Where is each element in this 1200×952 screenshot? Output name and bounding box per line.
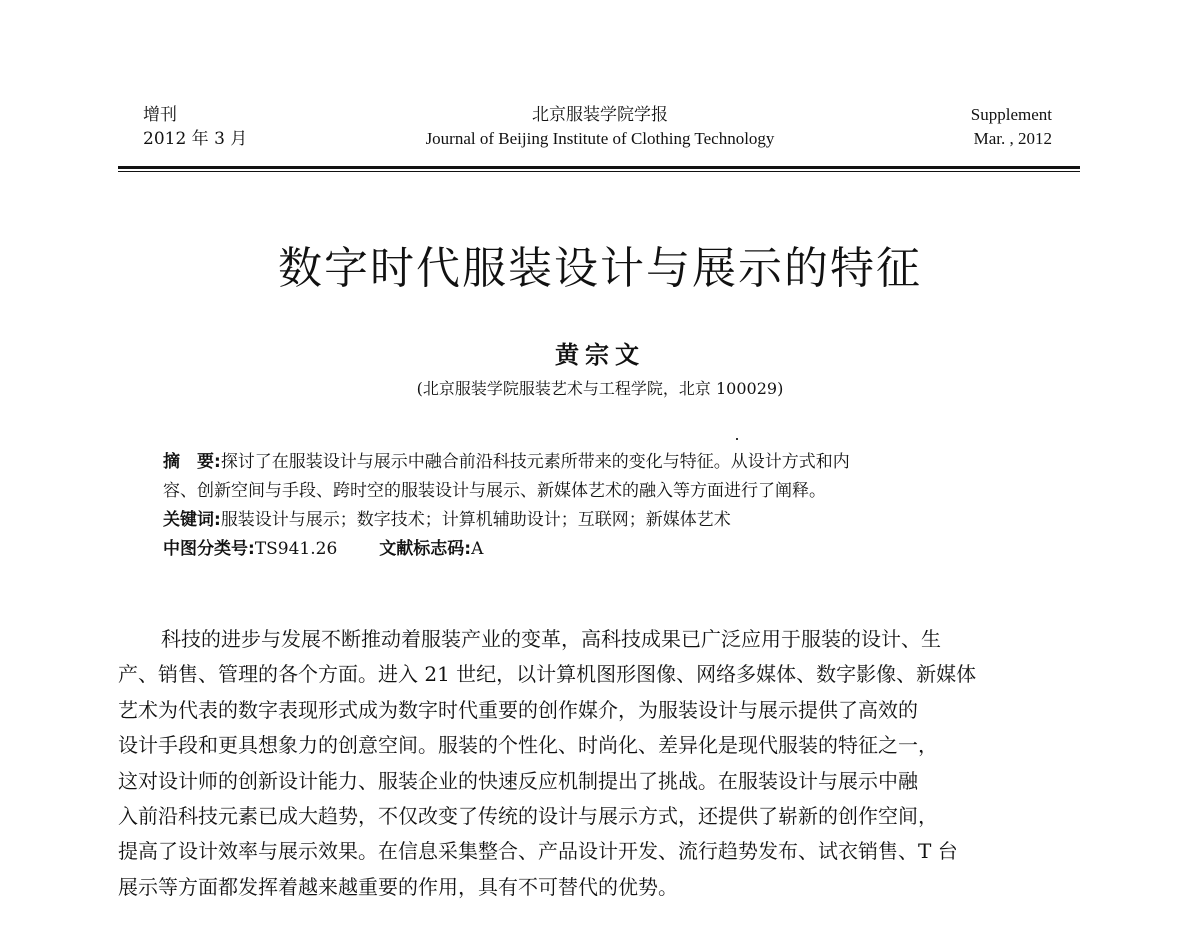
body-line: 展示等方面都发挥着越来越重要的作用，具有不可替代的优势。 (118, 874, 678, 899)
issue-label: 增刊 (143, 105, 177, 125)
header-rule-thick (118, 166, 1080, 169)
header-rule-thin (118, 171, 1080, 172)
classification-line (163, 535, 1043, 564)
article-author: 黄宗文 (555, 340, 645, 369)
body-line: 产、销售、管理的各个方面。进入 21 世纪，以计算机图形图像、网络多媒体、数字影像、新媒体 (118, 662, 977, 687)
doc-code-value: A (471, 539, 484, 559)
issue-date: 2012 年 3 月 (143, 129, 248, 149)
journal-issue-info (143, 103, 247, 151)
abstract-text-2: 容、创新空间与手段、跨时空的服装设计与展示、新媒体艺术的融入等方面进行了阐释。 (163, 481, 826, 501)
author-affiliation: (北京服装学院服装艺术与工程学院，北京 100029) (416, 379, 784, 398)
abstract-text-1: 探讨了在服装设计与展示中融合前沿科技元素所带来的变化与特征。从设计方式和内 (220, 452, 850, 472)
speck (736, 438, 738, 440)
journal-issue-info-en (971, 103, 1052, 151)
body-line: 提高了设计效率与展示效果。在信息采集整合、产品设计开发、流行趋势发布、试衣销售、T 台 (118, 839, 958, 864)
body-line: 入前沿科技元素已成大趋势，不仅改变了传统的设计与展示方式，还提供了崭新的创作空间， (118, 803, 938, 828)
body-line: 这对设计师的创新设计能力、服装企业的快速反应机制提出了挑战。在服装设计与展示中融 (118, 768, 918, 793)
abstract-block (163, 448, 1043, 564)
article-title: 数字时代服装设计与展示的特征 (278, 243, 922, 294)
abstract-line-2 (163, 477, 1043, 506)
issue-date-en: Mar. , 2012 (973, 129, 1052, 148)
keywords-text: 服装设计与展示；数字技术；计算机辅助设计；互联网；新媒体艺术 (220, 510, 731, 530)
journal-name-en: Journal of Beijing Institute of Clothing Technology (425, 129, 775, 148)
clc-value: TS941.26 (254, 539, 338, 559)
body-paragraph (118, 622, 1083, 905)
supplement-label: Supplement (970, 105, 1052, 124)
abstract-line-1 (163, 448, 1043, 477)
journal-name (330, 103, 870, 151)
journal-name-cn: 北京服装学院学报 (532, 105, 668, 125)
doc-code-label: 文献标志码: (379, 539, 472, 559)
clc-label: 中图分类号: (163, 539, 255, 559)
keywords-label: 关键词: (163, 510, 221, 530)
body-line: 艺术为代表的数字表现形式成为数字时代重要的创作媒介，为服装设计与展示提供了高效的 (118, 697, 918, 722)
abstract-label: 摘 要: (163, 452, 221, 472)
body-line: 科技的进步与发展不断推动着服装产业的变革，高科技成果已广泛应用于服装的设计、生 (161, 627, 941, 651)
body-line: 设计手段和更具想象力的创意空间。服装的个性化、时尚化、差异化是现代服装的特征之一， (118, 733, 938, 758)
keywords-line (163, 506, 1043, 535)
